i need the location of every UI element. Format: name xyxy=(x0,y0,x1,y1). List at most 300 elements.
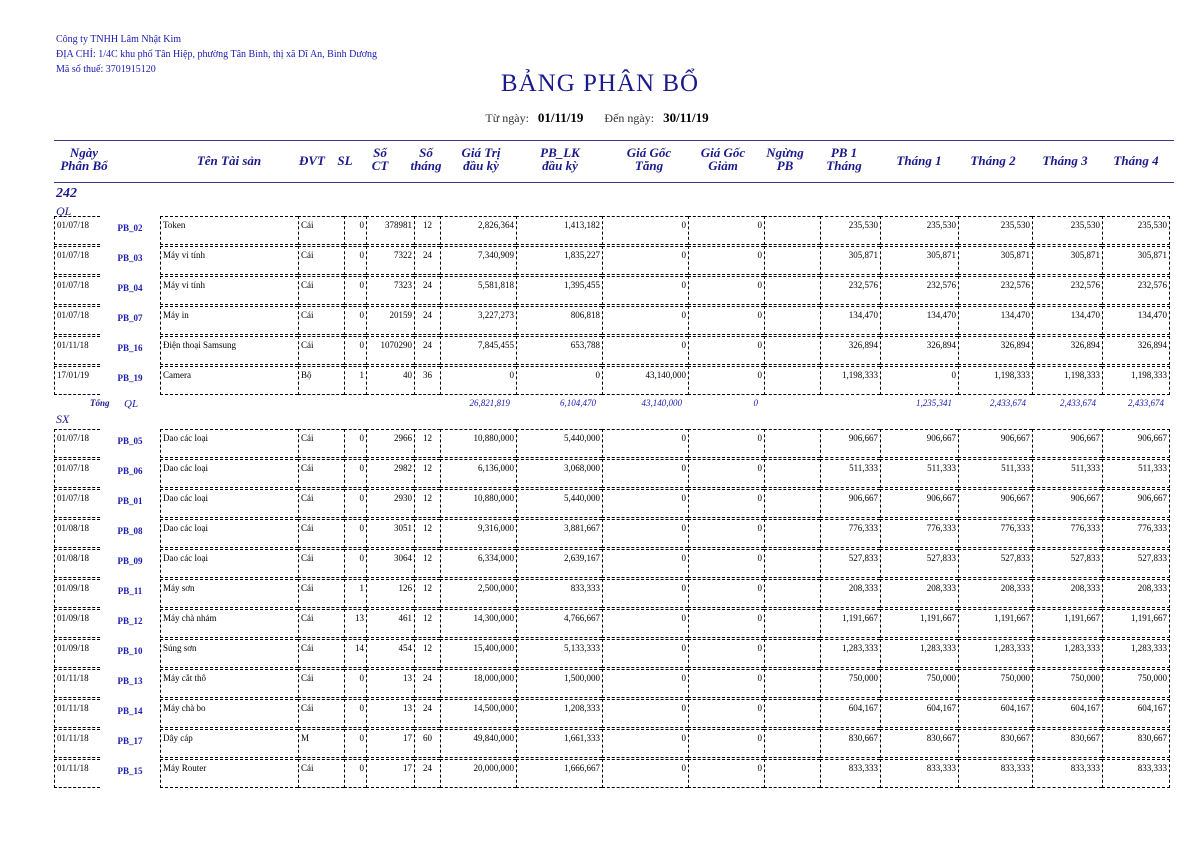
report-period xyxy=(0,110,1200,126)
table-cell: 12 xyxy=(414,459,440,488)
table-cell: 134,470 xyxy=(1102,306,1170,335)
table-cell: 232,576 xyxy=(820,276,880,305)
header-cell: Tháng 2 xyxy=(970,153,1016,168)
table-cell: Dao các loại xyxy=(160,459,298,488)
table-cell: 5,133,333 xyxy=(516,639,602,668)
table-cell: 134,470 xyxy=(1032,306,1102,335)
table-cell: 3,881,667 xyxy=(516,519,602,548)
table-cell: Máy vi tính xyxy=(160,246,298,275)
table-cell: 24 xyxy=(414,336,440,365)
table-cell: 208,333 xyxy=(880,579,958,608)
asset-code: PB_13 xyxy=(117,676,143,686)
table-row xyxy=(54,609,1170,639)
table-cell: 01/07/18 xyxy=(54,216,100,245)
table-cell: 0 xyxy=(688,609,764,638)
table-cell: 1 xyxy=(344,366,366,395)
table-cell: 0 xyxy=(516,366,602,395)
table-cell: Cái xyxy=(298,699,344,728)
table-cell: Điện thoại Samsung xyxy=(160,336,298,365)
table-cell: 604,167 xyxy=(880,699,958,728)
table-cell: 49,840,000 xyxy=(440,729,516,758)
table-cell: 12 xyxy=(414,549,440,578)
table-cell: 10,880,000 xyxy=(440,429,516,458)
asset-code: PB_09 xyxy=(117,556,143,566)
table-cell: Cái xyxy=(298,216,344,245)
table-cell: 527,833 xyxy=(1032,549,1102,578)
table-cell: 833,333 xyxy=(958,759,1032,788)
table-cell: 511,333 xyxy=(958,459,1032,488)
table-cell: 511,333 xyxy=(820,459,880,488)
table-cell xyxy=(764,549,820,578)
to-date: 30/11/19 xyxy=(663,110,709,125)
table-cell: 235,530 xyxy=(1032,216,1102,245)
table-cell: 1,283,333 xyxy=(1102,639,1170,668)
table-cell: 17/01/19 xyxy=(54,366,100,395)
table-row xyxy=(54,216,1170,246)
table-cell: 60 xyxy=(414,729,440,758)
asset-code: PB_19 xyxy=(117,373,143,383)
header-cell: Ngày Phân Bổ xyxy=(60,145,108,173)
table-cell: 906,667 xyxy=(958,489,1032,518)
total-value: 6,104,470 xyxy=(560,398,596,408)
asset-code: PB_02 xyxy=(117,223,143,233)
table-cell: 10,880,000 xyxy=(440,489,516,518)
table-cell: 6,136,000 xyxy=(440,459,516,488)
table-cell: 1,666,667 xyxy=(516,759,602,788)
table-cell: 0 xyxy=(602,729,688,758)
table-cell: 511,333 xyxy=(1102,459,1170,488)
header-cell: PB_LK đầu kỳ xyxy=(540,145,580,173)
table-cell: 0 xyxy=(688,759,764,788)
table-cell: 01/08/18 xyxy=(54,519,100,548)
total-group-name: QL xyxy=(124,398,139,410)
table-cell: 776,333 xyxy=(880,519,958,548)
table-cell: 0 xyxy=(602,336,688,365)
table-cell: 0 xyxy=(602,429,688,458)
table-cell: 906,667 xyxy=(1102,429,1170,458)
table-cell: 0 xyxy=(602,699,688,728)
total-value: 2,433,674 xyxy=(1128,398,1164,408)
table-cell: 0 xyxy=(344,549,366,578)
table-cell xyxy=(764,429,820,458)
group-label: QL xyxy=(56,204,72,218)
table-cell: 906,667 xyxy=(958,429,1032,458)
table-cell: 305,871 xyxy=(958,246,1032,275)
asset-code: PB_05 xyxy=(117,436,143,446)
table-cell: 01/11/18 xyxy=(54,669,100,698)
table-row xyxy=(54,669,1170,699)
table-cell: 0 xyxy=(344,669,366,698)
asset-code: PB_01 xyxy=(117,496,143,506)
table-cell: 830,667 xyxy=(1032,729,1102,758)
table-cell: 0 xyxy=(602,579,688,608)
from-date: 01/11/19 xyxy=(537,110,584,125)
table-cell: 1070290 xyxy=(366,336,414,365)
header-cell: Số tháng xyxy=(410,145,442,173)
table-cell: 0 xyxy=(602,489,688,518)
table-cell: 527,833 xyxy=(958,549,1032,578)
table-cell: 2966 xyxy=(366,429,414,458)
table-cell: 776,333 xyxy=(1032,519,1102,548)
table-cell: 208,333 xyxy=(958,579,1032,608)
table-cell: 0 xyxy=(602,459,688,488)
table-cell: 830,667 xyxy=(958,729,1032,758)
asset-code: PB_03 xyxy=(117,253,143,263)
header-cell: ĐVT xyxy=(299,153,325,168)
table-cell: Dao các loại xyxy=(160,549,298,578)
table-cell: 232,576 xyxy=(1102,276,1170,305)
table-cell: 232,576 xyxy=(1032,276,1102,305)
table-cell: 833,333 xyxy=(820,759,880,788)
to-label: Đến ngày: xyxy=(604,111,655,125)
table-row xyxy=(54,729,1170,759)
table-cell: Cái xyxy=(298,459,344,488)
table-cell: 208,333 xyxy=(1032,579,1102,608)
table-cell: 305,871 xyxy=(820,246,880,275)
table-cell: 0 xyxy=(344,306,366,335)
table-cell: 511,333 xyxy=(880,459,958,488)
table-cell: 0 xyxy=(344,336,366,365)
total-value: 2,433,674 xyxy=(1060,398,1096,408)
table-row xyxy=(54,519,1170,549)
table-cell: 24 xyxy=(414,306,440,335)
table-cell: 01/07/18 xyxy=(54,459,100,488)
company-name: Công ty TNHH Lâm Nhật Kim xyxy=(56,34,182,45)
table-cell: 0 xyxy=(602,759,688,788)
table-cell xyxy=(764,366,820,395)
asset-code: PB_07 xyxy=(117,313,143,323)
table-cell: 906,667 xyxy=(820,429,880,458)
table-cell: 833,333 xyxy=(1102,759,1170,788)
header-cell: Giá Gốc Tăng xyxy=(626,145,672,173)
table-cell xyxy=(764,246,820,275)
table-cell: Cái xyxy=(298,639,344,668)
header-cell: Ngừng PB xyxy=(766,145,804,173)
table-cell: 833,333 xyxy=(880,759,958,788)
total-label: Tổng xyxy=(90,398,110,408)
table-cell xyxy=(764,639,820,668)
table-cell: 653,788 xyxy=(516,336,602,365)
company-address: ĐỊA CHỈ: 1/4C khu phố Tân Hiệp, phường Tân Bình, thị xã Dĩ An, Bình Dương xyxy=(56,49,378,60)
table-cell: 0 xyxy=(688,489,764,518)
table-cell: 12 xyxy=(414,489,440,518)
table-cell: Cái xyxy=(298,669,344,698)
table-cell: 5,440,000 xyxy=(516,429,602,458)
table-row xyxy=(54,246,1170,276)
table-cell: 0 xyxy=(688,429,764,458)
table-cell: 305,871 xyxy=(880,246,958,275)
table-row xyxy=(54,549,1170,579)
table-cell: 0 xyxy=(344,459,366,488)
table-cell: 0 xyxy=(602,549,688,578)
table-cell: 604,167 xyxy=(1102,699,1170,728)
table-cell: 527,833 xyxy=(820,549,880,578)
table-row xyxy=(54,366,1170,396)
table-cell: 12 xyxy=(414,519,440,548)
table-cell: 0 xyxy=(688,276,764,305)
table-row xyxy=(54,489,1170,519)
table-row xyxy=(54,429,1170,459)
table-cell: 232,576 xyxy=(880,276,958,305)
table-cell: 01/09/18 xyxy=(54,639,100,668)
table-cell: Dao các loại xyxy=(160,519,298,548)
table-cell: 2930 xyxy=(366,489,414,518)
table-cell: 0 xyxy=(344,489,366,518)
table-cell: 750,000 xyxy=(820,669,880,698)
table-cell: 604,167 xyxy=(820,699,880,728)
table-cell: 5,581,818 xyxy=(440,276,516,305)
table-cell: 6,334,000 xyxy=(440,549,516,578)
table-cell: 1,198,333 xyxy=(1032,366,1102,395)
table-cell: 378981 xyxy=(366,216,414,245)
table-cell: Máy in xyxy=(160,306,298,335)
table-cell: 527,833 xyxy=(880,549,958,578)
table-cell xyxy=(764,729,820,758)
table-cell: 134,470 xyxy=(820,306,880,335)
table-cell: 7,845,455 xyxy=(440,336,516,365)
table-cell: Cái xyxy=(298,306,344,335)
report-title: BẢNG PHÂN BỔ xyxy=(500,70,700,97)
total-value: 43,140,000 xyxy=(641,398,682,408)
table-cell: Cái xyxy=(298,519,344,548)
table-cell: 24 xyxy=(414,669,440,698)
table-cell: 01/11/18 xyxy=(54,729,100,758)
table-cell: 01/07/18 xyxy=(54,489,100,518)
header-cell: Tháng 1 xyxy=(896,153,942,168)
table-cell: 17 xyxy=(366,759,414,788)
table-cell: 1,835,227 xyxy=(516,246,602,275)
table-cell: 1,208,333 xyxy=(516,699,602,728)
table-cell: 3051 xyxy=(366,519,414,548)
table-cell: 833,333 xyxy=(1032,759,1102,788)
table-cell: 0 xyxy=(344,699,366,728)
table-row xyxy=(54,579,1170,609)
table-row xyxy=(54,699,1170,729)
table-cell: 01/09/18 xyxy=(54,609,100,638)
table-cell: Cái xyxy=(298,759,344,788)
table-cell: 0 xyxy=(688,639,764,668)
table-cell: 0 xyxy=(688,216,764,245)
table-cell: 12 xyxy=(414,609,440,638)
header-cell: Tháng 4 xyxy=(1113,153,1159,168)
asset-code: PB_04 xyxy=(117,283,143,293)
table-cell: Token xyxy=(160,216,298,245)
table-cell: 0 xyxy=(688,699,764,728)
table-cell: Camera xyxy=(160,366,298,395)
table-cell: 12 xyxy=(414,216,440,245)
table-cell: Cái xyxy=(298,549,344,578)
total-value: 0 xyxy=(753,398,758,408)
table-cell: Cái xyxy=(298,246,344,275)
table-cell: 1 xyxy=(344,579,366,608)
table-cell: 527,833 xyxy=(1102,549,1170,578)
header-cell: Tên Tài sản xyxy=(196,153,262,168)
group-label: SX xyxy=(56,412,70,426)
asset-code: PB_17 xyxy=(117,736,143,746)
table-cell: 0 xyxy=(688,246,764,275)
table-cell: 24 xyxy=(414,699,440,728)
table-cell: Cái xyxy=(298,336,344,365)
table-cell: 2982 xyxy=(366,459,414,488)
table-cell: 0 xyxy=(344,519,366,548)
table-cell: 1,283,333 xyxy=(880,639,958,668)
header-cell: SL xyxy=(337,153,353,168)
table-cell: 0 xyxy=(344,429,366,458)
table-cell: 24 xyxy=(414,276,440,305)
table-cell: 0 xyxy=(344,759,366,788)
table-cell: 604,167 xyxy=(958,699,1032,728)
table-cell: 0 xyxy=(688,336,764,365)
table-cell: 0 xyxy=(602,276,688,305)
table-cell: 12 xyxy=(414,429,440,458)
table-cell: 0 xyxy=(602,306,688,335)
table-cell: 01/07/18 xyxy=(54,276,100,305)
table-cell: 01/07/18 xyxy=(54,246,100,275)
table-cell xyxy=(764,759,820,788)
table-cell: 1,283,333 xyxy=(1032,639,1102,668)
table-cell: 833,333 xyxy=(516,579,602,608)
table-cell: 17 xyxy=(366,729,414,758)
table-cell xyxy=(764,489,820,518)
table-cell: 40 xyxy=(366,366,414,395)
table-cell: 750,000 xyxy=(1032,669,1102,698)
table-cell: 454 xyxy=(366,639,414,668)
table-cell: 806,818 xyxy=(516,306,602,335)
table-cell: 461 xyxy=(366,609,414,638)
table-cell: 0 xyxy=(602,669,688,698)
table-cell: 01/11/18 xyxy=(54,336,100,365)
table-cell: 235,530 xyxy=(880,216,958,245)
table-cell: 2,500,000 xyxy=(440,579,516,608)
asset-code: PB_10 xyxy=(117,646,143,656)
table-cell: Cái xyxy=(298,579,344,608)
asset-code: PB_15 xyxy=(117,766,143,776)
table-cell: 01/07/18 xyxy=(54,429,100,458)
table-cell: 906,667 xyxy=(820,489,880,518)
table-cell: 1,191,667 xyxy=(880,609,958,638)
table-row xyxy=(54,306,1170,336)
table-cell: 14,300,000 xyxy=(440,609,516,638)
table-cell: 0 xyxy=(688,459,764,488)
table-cell: Dao các loại xyxy=(160,489,298,518)
table-cell: 15,400,000 xyxy=(440,639,516,668)
table-cell xyxy=(764,609,820,638)
table-cell: 7,340,909 xyxy=(440,246,516,275)
table-cell: Máy chà bo xyxy=(160,699,298,728)
table-row xyxy=(54,639,1170,669)
table-cell: 830,667 xyxy=(820,729,880,758)
table-cell xyxy=(764,579,820,608)
table-cell: 511,333 xyxy=(1032,459,1102,488)
table-cell: 750,000 xyxy=(958,669,1032,698)
table-cell: 1,191,667 xyxy=(958,609,1032,638)
table-cell: 750,000 xyxy=(1102,669,1170,698)
table-cell: 750,000 xyxy=(880,669,958,698)
table-cell: 24 xyxy=(414,246,440,275)
header-cell: Giá Gốc Giảm xyxy=(700,145,746,173)
table-cell xyxy=(764,519,820,548)
table-cell: Cái xyxy=(298,429,344,458)
table-cell: 208,333 xyxy=(820,579,880,608)
table-cell: 43,140,000 xyxy=(602,366,688,395)
table-cell: 134,470 xyxy=(958,306,1032,335)
table-cell: 305,871 xyxy=(1032,246,1102,275)
table-cell: 776,333 xyxy=(820,519,880,548)
table-cell: 906,667 xyxy=(1032,489,1102,518)
table-cell: 7323 xyxy=(366,276,414,305)
table-cell: 12 xyxy=(414,579,440,608)
table-cell: 1,198,333 xyxy=(958,366,1032,395)
table-cell: 01/08/18 xyxy=(54,549,100,578)
table-cell: 0 xyxy=(688,549,764,578)
total-value: 1,235,341 xyxy=(916,398,952,408)
table-cell: 305,871 xyxy=(1102,246,1170,275)
table-row xyxy=(54,336,1170,366)
table-cell: 0 xyxy=(602,216,688,245)
asset-code: PB_06 xyxy=(117,466,143,476)
table-cell: 1,191,667 xyxy=(1102,609,1170,638)
table-cell xyxy=(764,669,820,698)
table-cell: 1,191,667 xyxy=(1032,609,1102,638)
table-cell xyxy=(764,699,820,728)
table-cell: 0 xyxy=(602,246,688,275)
table-cell: 9,316,000 xyxy=(440,519,516,548)
asset-code: PB_08 xyxy=(117,526,143,536)
table-cell: 0 xyxy=(602,639,688,668)
table-cell: 12 xyxy=(414,639,440,668)
table-cell: 326,894 xyxy=(820,336,880,365)
table-cell xyxy=(764,459,820,488)
table-cell: 36 xyxy=(414,366,440,395)
table-cell: 830,667 xyxy=(880,729,958,758)
table-cell: 1,198,333 xyxy=(820,366,880,395)
header-cell: Tháng 3 xyxy=(1042,153,1088,168)
table-cell: Máy sơn xyxy=(160,579,298,608)
table-cell: 906,667 xyxy=(1102,489,1170,518)
table-cell: 3064 xyxy=(366,549,414,578)
company-tax: Mã số thuế: 3701915120 xyxy=(56,64,156,75)
table-cell: 1,395,455 xyxy=(516,276,602,305)
table-cell: Cái xyxy=(298,609,344,638)
table-cell: Máy cắt thô xyxy=(160,669,298,698)
table-cell: 906,667 xyxy=(1032,429,1102,458)
table-cell: 20159 xyxy=(366,306,414,335)
table-row xyxy=(54,459,1170,489)
table-cell: 776,333 xyxy=(958,519,1032,548)
table-cell: Máy vi tính xyxy=(160,276,298,305)
table-cell: 1,283,333 xyxy=(820,639,880,668)
table-cell: 0 xyxy=(602,519,688,548)
table-cell: 4,766,667 xyxy=(516,609,602,638)
header-cell: PB 1 Tháng xyxy=(826,145,862,173)
table-cell: 3,227,273 xyxy=(440,306,516,335)
header-cell: Số CT xyxy=(371,145,389,173)
table-cell: 235,530 xyxy=(1102,216,1170,245)
asset-code: PB_11 xyxy=(117,586,143,596)
table-cell: 2,639,167 xyxy=(516,549,602,578)
table-cell: 326,894 xyxy=(1102,336,1170,365)
total-value: 26,821,819 xyxy=(469,398,510,408)
table-cell: Dao các loại xyxy=(160,429,298,458)
table-cell xyxy=(764,336,820,365)
table-cell: 326,894 xyxy=(880,336,958,365)
table-cell: 1,198,333 xyxy=(1102,366,1170,395)
asset-code: PB_14 xyxy=(117,706,143,716)
asset-code: PB_12 xyxy=(117,616,143,626)
table-cell: 13 xyxy=(366,669,414,698)
table-cell: Máy Router xyxy=(160,759,298,788)
table-cell: Cái xyxy=(298,276,344,305)
